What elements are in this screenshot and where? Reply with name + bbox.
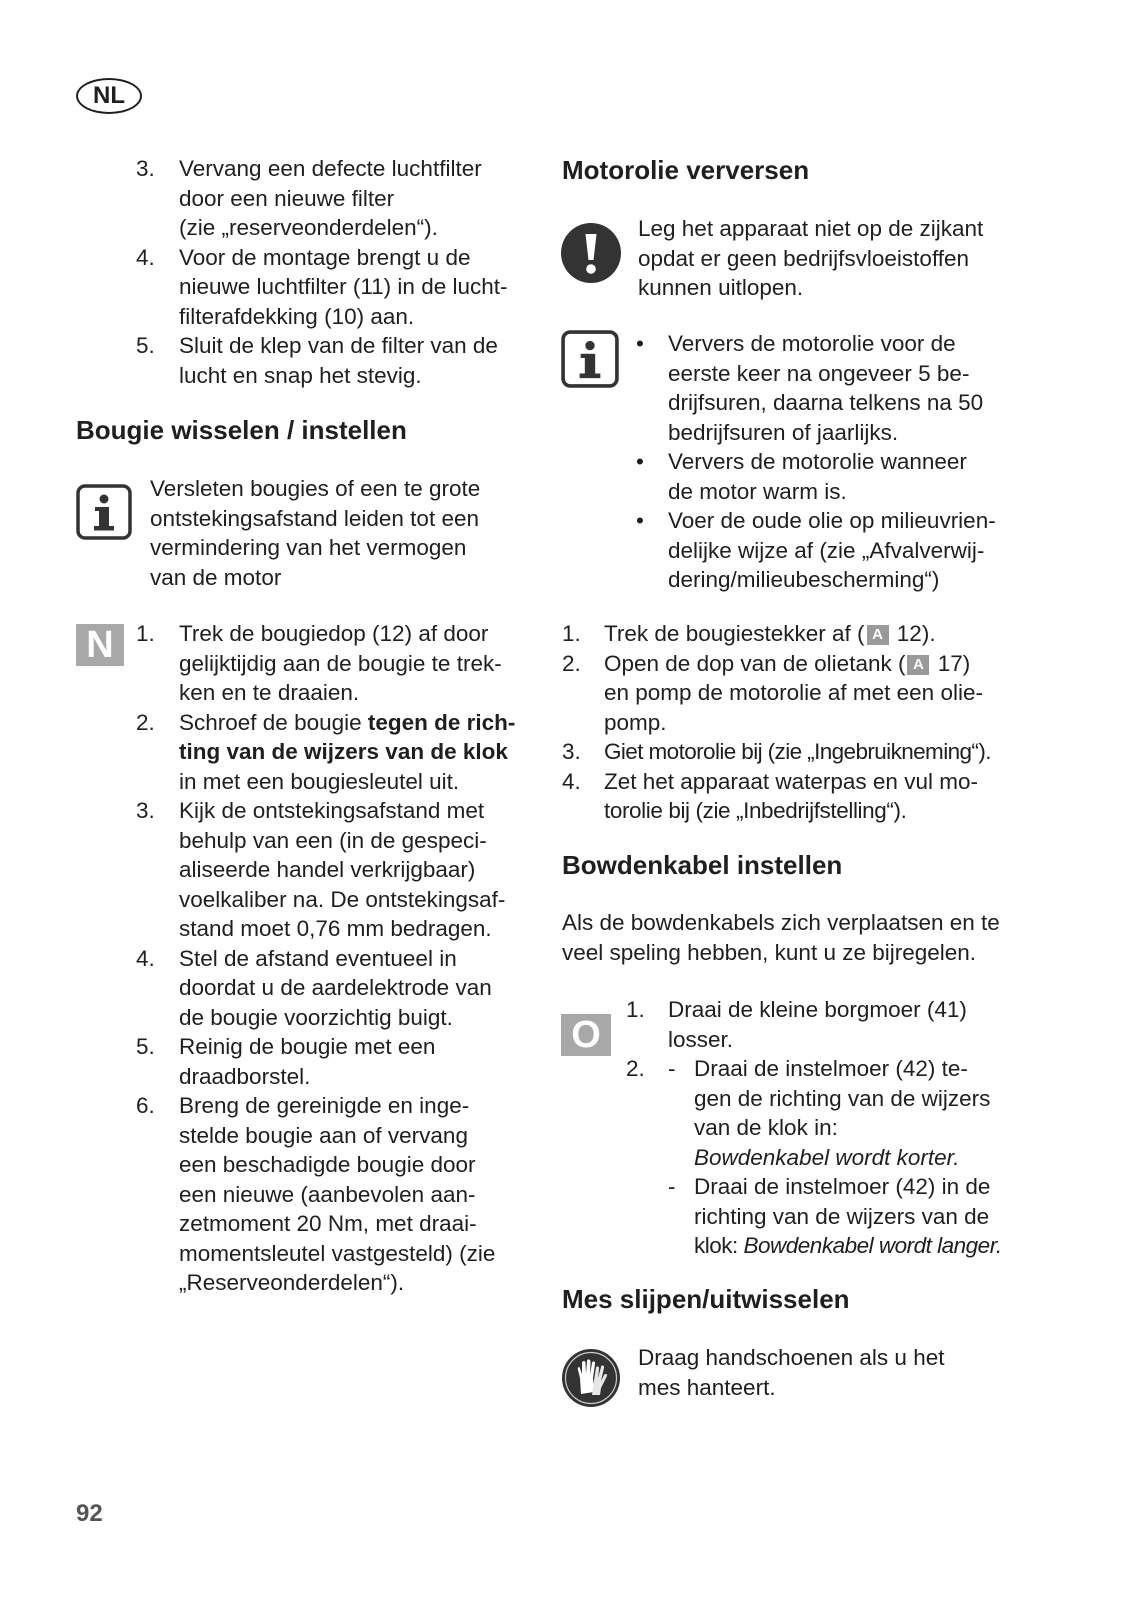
bullet-symbol: •	[636, 449, 644, 474]
list-text: gelijktijdig aan de bougie te trek-	[179, 650, 502, 676]
list-number: 2.	[136, 709, 155, 735]
bullet-text: Voer de oude olie op milieuvrien-	[668, 508, 996, 533]
bullet-text: eerste keer na ongeveer 5 be-	[668, 360, 970, 386]
section-heading-bowdenkabel: Bowdenkabel instellen	[562, 850, 843, 880]
list-text: Schroef de bougie	[179, 709, 368, 735]
list-text: aliseerde handel verkrijgbaar)	[179, 857, 476, 882]
list-item	[626, 1054, 1046, 1261]
list-text: doordat u de aardelektrode van	[179, 975, 492, 1000]
bullet-text: drijfsuren, daarna telkens na 50	[668, 390, 984, 415]
list-text: behulp van een (in de gespeci-	[179, 827, 487, 853]
list-item	[136, 243, 536, 332]
list-text: van de klok in:	[694, 1115, 838, 1140]
list-text: Sluit de klep van de filter van de	[179, 333, 498, 358]
list-text-italic: Bowdenkabel wordt langer.	[743, 1233, 1002, 1258]
list-text: „Reserveonderdelen“).	[179, 1270, 405, 1295]
list-item	[136, 1091, 536, 1298]
warning-line: kunnen uitlopen.	[638, 275, 804, 300]
list-text: Open de dop van de olietank (	[604, 650, 906, 676]
list-text: Voor de montage brengt u de	[179, 244, 471, 270]
gloves-icon	[561, 1348, 621, 1408]
list-text: een nieuwe (aanbevolen aan-	[179, 1181, 476, 1207]
list-number: 4.	[136, 244, 155, 270]
list-text: pomp.	[604, 709, 667, 735]
list-number: 1.	[136, 621, 155, 646]
bullet-text: de motor warm is.	[668, 478, 847, 504]
list-text: en pomp de motorolie af met een olie-	[604, 680, 983, 705]
list-text: Stel de afstand eventueel in	[179, 945, 457, 971]
info-line: vermindering van het vermogen	[150, 535, 467, 560]
list-text: Reinig de bougie met een	[179, 1034, 436, 1059]
list-text: momentsleutel vastgesteld) (zie	[179, 1240, 496, 1266]
list-text: zetmoment 20 Nm, met draai-	[179, 1211, 477, 1236]
page-number: 92	[76, 1500, 103, 1527]
list-number: 6.	[136, 1093, 155, 1118]
list-item	[562, 737, 1032, 767]
list-number: 3.	[136, 798, 155, 823]
bullet-text: delijke wijze af (zie „Afvalverwij-	[668, 537, 985, 563]
warning-text	[638, 214, 1038, 303]
oil-info-bullets	[636, 329, 1046, 595]
list-text: Kijk de ontstekingsafstand met	[179, 798, 485, 823]
bullet-text: Ververs de motorolie voor de	[668, 331, 956, 356]
list-item	[136, 1032, 536, 1091]
bullet-text: bedrijfsuren of jaarlijks.	[668, 419, 899, 445]
info-line: Versleten bougies of een te grote	[150, 476, 481, 501]
section-heading-motorolie: Motorolie verversen	[562, 155, 810, 185]
info-icon	[76, 484, 132, 540]
list-item	[136, 796, 536, 944]
list-text: torolie bij (zie „Inbedrijfstelling“).	[604, 798, 907, 823]
bowden-intro	[562, 908, 1032, 967]
bowden-steps	[626, 995, 1046, 1261]
bullet-symbol: •	[636, 508, 644, 533]
list-item	[626, 995, 1046, 1054]
air-filter-steps	[136, 154, 536, 390]
list-text: stelde bougie aan of vervang	[179, 1122, 468, 1148]
gloves-text	[638, 1343, 1038, 1402]
list-text: Trek de bougiedop (12) af door	[179, 621, 489, 646]
bullet-item	[636, 447, 1046, 506]
list-number: 1.	[626, 997, 645, 1022]
list-item	[562, 649, 1032, 738]
info-line: van de motor	[150, 564, 282, 590]
warning-line: opdat er geen bedrijfsvloeistoffen	[638, 245, 970, 271]
list-number: 2.	[626, 1056, 645, 1081]
list-item	[562, 619, 1032, 649]
list-text: een beschadigde bougie door	[179, 1152, 476, 1177]
figure-letter-n: N	[76, 624, 124, 666]
list-text: door een nieuwe filter	[179, 185, 395, 211]
list-number: 5.	[136, 333, 155, 358]
list-text: lucht en snap het stevig.	[179, 362, 422, 388]
list-text: losser.	[668, 1026, 734, 1052]
list-text: gen de richting van de wijzers	[694, 1085, 991, 1111]
list-number: 5.	[136, 1034, 155, 1059]
figure-ref-a: A	[867, 625, 889, 645]
intro-line: veel speling hebben, kunt u ze bijregelen.	[562, 939, 977, 965]
list-text: Draai de instelmoer (42) te-	[694, 1056, 968, 1081]
dash-item	[668, 1172, 1046, 1261]
oil-change-steps	[562, 619, 1032, 826]
list-text: Trek de bougiestekker af (	[604, 621, 865, 646]
list-text: Giet motorolie bij (zie „Ingebruikneming“).	[604, 739, 991, 764]
list-text-bold: tegen de rich-	[367, 709, 516, 735]
info-icon	[561, 330, 619, 388]
intro-line: Als de bowdenkabels zich verplaatsen en te	[562, 910, 1000, 935]
list-text: nieuwe luchtfilter (11) in de lucht-	[179, 274, 508, 299]
gloves-line: mes hanteert.	[638, 1374, 776, 1400]
list-text: Draai de instelmoer (42) in de	[694, 1174, 991, 1199]
list-item	[136, 154, 536, 243]
dash-symbol: -	[668, 1174, 676, 1199]
list-number: 4.	[136, 945, 155, 971]
info-line: ontstekingsafstand leiden tot een	[150, 505, 479, 531]
bougie-info-text	[150, 474, 540, 592]
list-text: (zie „reserveonderdelen“).	[179, 215, 438, 240]
section-heading-bougie: Bougie wisselen / instellen	[76, 415, 407, 445]
list-text: stand moet 0,76 mm bedragen.	[179, 916, 492, 941]
list-text-bold: ting van de wijzers van de klok	[179, 739, 508, 764]
list-number: 4.	[562, 768, 581, 794]
list-number: 3.	[562, 739, 581, 764]
list-text: in met een bougiesleutel uit.	[179, 768, 460, 794]
list-item	[136, 944, 536, 1033]
section-heading-mes: Mes slijpen/uitwisselen	[562, 1284, 850, 1314]
list-text: Breng de gereinigde en inge-	[179, 1093, 470, 1118]
gloves-line: Draag handschoenen als u het	[638, 1345, 945, 1370]
language-badge: NL	[76, 78, 142, 114]
bougie-steps	[136, 619, 536, 1298]
bullet-text: dering/milieubescherming“)	[668, 567, 940, 592]
list-text: klok:	[694, 1233, 744, 1258]
bullet-item	[636, 506, 1046, 595]
dash-symbol: -	[668, 1056, 676, 1081]
list-text: Zet het apparaat waterpas en vul mo-	[604, 768, 978, 794]
list-text: draadborstel.	[179, 1063, 311, 1089]
dash-item	[668, 1054, 1046, 1172]
list-item	[136, 619, 536, 708]
list-text: richting van de wijzers van de	[694, 1203, 990, 1229]
bullet-item	[636, 329, 1046, 447]
list-number: 3.	[136, 156, 155, 181]
list-number: 1.	[562, 621, 581, 646]
list-text: filterafdekking (10) aan.	[179, 303, 415, 329]
list-number: 2.	[562, 650, 581, 676]
bullet-symbol: •	[636, 331, 644, 356]
list-text: de bougie voorzichtig buigt.	[179, 1004, 453, 1030]
list-text: Draai de kleine borgmoer (41)	[668, 997, 967, 1022]
warning-line: Leg het apparaat niet op de zijkant	[638, 216, 984, 241]
list-text-italic: Bowdenkabel wordt korter.	[694, 1144, 960, 1170]
list-text: 12).	[890, 621, 936, 646]
figure-ref-a: A	[907, 655, 929, 675]
warning-icon	[560, 222, 622, 284]
list-text: ken en te draaien.	[179, 680, 360, 705]
list-item	[562, 767, 1032, 826]
list-item	[136, 708, 536, 797]
list-item	[136, 331, 536, 390]
list-text: 17)	[931, 650, 971, 676]
bullet-text: Ververs de motorolie wanneer	[668, 449, 967, 474]
list-text: Vervang een defecte luchtfilter	[179, 156, 482, 181]
list-text: voelkaliber na. De ontstekingsaf-	[179, 886, 506, 912]
figure-letter-o: O	[561, 1014, 611, 1056]
